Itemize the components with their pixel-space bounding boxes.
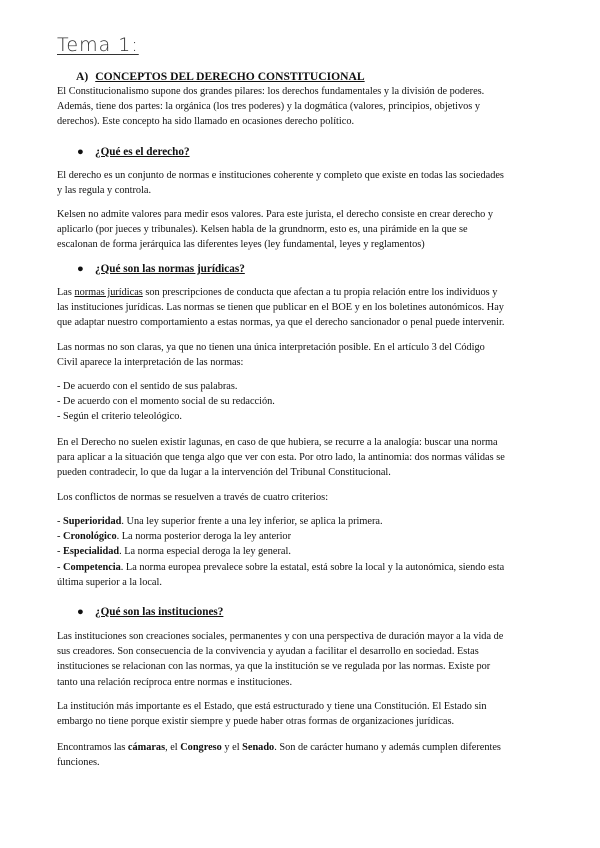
q2-paragraph-2	[57, 340, 547, 370]
criteria-term: Superioridad	[63, 516, 122, 527]
paragraph-line: para aplicar a la situación que tenga algo que ver con esta. Por otro lado, la antinomia: dos normas válidas se	[57, 452, 505, 464]
congreso-term: Congreso	[180, 742, 222, 753]
list-item: - Según el criterio teleológico.	[57, 411, 182, 423]
section-a-intro	[57, 84, 547, 130]
q3-title: ¿Qué son las instituciones?	[95, 606, 224, 618]
interpretation-list	[57, 379, 547, 425]
bullet-icon: ●	[77, 263, 84, 275]
paragraph-line: pueden contradecir, lo que da lugar a la intervención del Tribunal Constitucional.	[57, 467, 391, 479]
text-run: , el	[165, 742, 181, 753]
q3-heading	[77, 605, 223, 620]
camaras-term: cámaras	[127, 742, 166, 753]
tema-title: Tema 1:	[57, 34, 139, 56]
q2-paragraph-1	[57, 285, 547, 331]
list-item	[57, 560, 547, 575]
text-run: Las	[57, 287, 75, 298]
paragraph-line: La institución más importante es el Estado, que está estructurado y tiene una Constitución. El Estado sin	[57, 701, 487, 712]
q1-heading	[77, 145, 190, 160]
q3-paragraph-3	[57, 740, 547, 770]
section-a-letter: A)	[76, 70, 89, 83]
text-run: . La norma especial deroga la ley general.	[119, 546, 291, 558]
text-run: . Una ley superior frente a una ley inferior, se aplica la primera.	[121, 516, 383, 527]
paragraph-line: Además, tiene dos partes: la orgánica (los tres poderes) y la dogmática (valores, principios, objetivos y	[57, 101, 481, 113]
paragraph-line: derechos). Este concepto ha sido llamado en ocasiones derecho político.	[57, 116, 355, 128]
q2-paragraph-4	[57, 490, 547, 505]
paragraph-line: Kelsen no admite valores para medir esos valores. Para este jurista, el derecho consiste en crear derecho y	[57, 209, 494, 220]
text-run: -	[57, 561, 64, 573]
section-a-heading	[76, 69, 365, 84]
q1-paragraph-1	[57, 168, 547, 198]
list-item: - De acuerdo con el sentido de sus palabras.	[57, 381, 238, 392]
q3-paragraph-2	[57, 699, 547, 729]
paragraph-line: instituciones se relacionan con las normas, ya que la institución se ve regulada por las normas. Existe por	[57, 661, 491, 673]
paragraph-line: embargo no tiene porque existir siempre y puede haber otras formas de organizaciones jurídicas.	[57, 716, 455, 728]
criteria-term: Competencia	[63, 561, 121, 573]
list-item-continuation: última superior a la local.	[57, 576, 162, 588]
criteria-term: Especialidad	[63, 546, 120, 558]
text-run: son prescripciones de conducta que afectan a tu propia relación entre los individuos y	[142, 287, 498, 298]
text-run: . La norma europea prevalece sobre la estatal, está sobre la local y la autonómica, siendo esta	[120, 561, 505, 573]
text-run: -	[57, 516, 64, 527]
q1-paragraph-2	[57, 207, 547, 253]
list-item	[57, 514, 547, 529]
senado-term: Senado	[242, 742, 275, 753]
list-item: - De acuerdo con el momento social de su redacción.	[57, 396, 275, 408]
q1-title: ¿Qué es el derecho?	[95, 146, 190, 158]
normas-juridicas-term: normas jurídicas	[74, 287, 143, 298]
list-item	[57, 544, 547, 559]
paragraph-line: El Constitucionalismo supone dos grandes pilares: los derechos fundamentales y la división de poderes.	[57, 86, 485, 97]
paragraph-line: aplicarlo (por jueces y tribunales). Kelsen habla de la grundnorm, esto es, una pirámide en la que se	[57, 224, 468, 236]
paragraph-line: escalonan de forma jerárquica las diferentes leyes (ley fundamental, leyes y reglamentos)	[57, 239, 425, 251]
q3-paragraph-1	[57, 629, 547, 690]
paragraph-line: tanto una relación recíproca entre normas e instituciones.	[57, 676, 293, 688]
text-run: -	[57, 546, 64, 558]
paragraph-line	[57, 285, 547, 300]
paragraph-line: y las regula y controla.	[57, 185, 152, 197]
text-run: . La norma posterior deroga la ley anterior	[116, 531, 292, 543]
section-a-title: CONCEPTOS DEL DERECHO CONSTITUCIONAL	[95, 70, 365, 83]
paragraph-line: En el Derecho no suelen existir lagunas, en caso de que hubiera, se recurre a la analogía: buscar una norma	[57, 437, 498, 448]
bullet-icon: ●	[77, 606, 84, 618]
text-run: . Son de carácter humano y además cumplen diferentes	[274, 742, 501, 753]
text-run: y el	[221, 742, 243, 753]
criteria-term: Cronológico	[63, 531, 117, 543]
paragraph-line: Los conflictos de normas se resuelven a través de cuatro criterios:	[57, 492, 329, 503]
text-run: -	[57, 531, 64, 543]
text-run: Encontramos las	[57, 742, 128, 753]
criteria-list	[57, 514, 547, 590]
paragraph-line: Civil aparece la interpretación de las normas:	[57, 357, 244, 369]
paragraph-line: las instituciones jurídicas. Las normas se tienen que publicar en el BOE y en los boletines autonómicos. Hay	[57, 302, 504, 314]
q2-title: ¿Qué son las normas jurídicas?	[95, 263, 245, 275]
q2-heading	[77, 262, 245, 277]
bullet-icon: ●	[77, 146, 84, 158]
paragraph-line: funciones.	[57, 757, 100, 769]
paragraph-line: Las instituciones son creaciones sociales, permanentes y con una perspectiva de duración mayor a la vida de	[57, 631, 504, 642]
list-item	[57, 529, 547, 544]
paragraph-line: que adaptar nuestro comportamiento a estas normas, ya que el derecho sancionador o penal puede intervenir.	[57, 317, 505, 329]
q2-paragraph-3	[57, 435, 547, 481]
paragraph-line: El derecho es un conjunto de normas e instituciones coherente y completo que existe en todas las sociedades	[57, 170, 504, 181]
paragraph-line	[57, 740, 547, 755]
paragraph-line: Las normas no son claras, ya que no tienen una única interpretación posible. En el artículo 3 del Código	[57, 342, 485, 353]
paragraph-line: sus creadores. Son consecuencia de la convivencia y ayudan a facilitar el desarrollo en sociedad. Estas	[57, 646, 479, 658]
